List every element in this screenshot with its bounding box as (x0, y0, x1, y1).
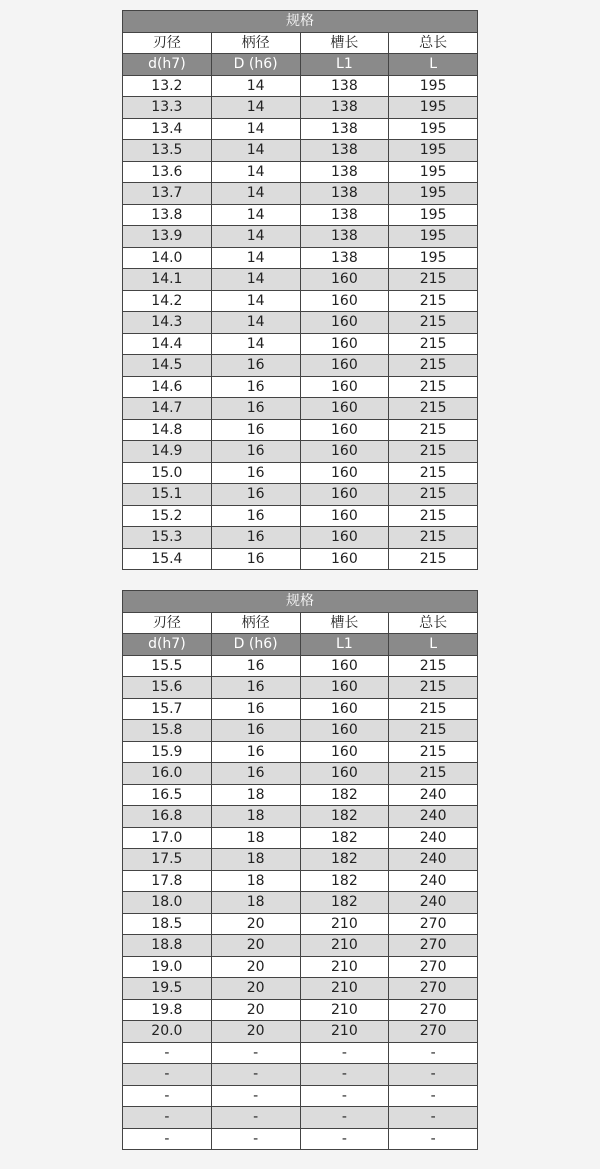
table-row (123, 935, 478, 957)
table-row (123, 118, 478, 140)
shank-diameter-cell: 20 (211, 999, 300, 1021)
overall-length-cell: - (389, 1064, 478, 1086)
flute-length-cell: 160 (300, 698, 389, 720)
blade-diameter-cell: 14.3 (123, 312, 212, 334)
overall-length-cell: 215 (389, 548, 478, 570)
blade-diameter-cell: - (123, 1064, 212, 1086)
table-row (123, 999, 478, 1021)
shank-diameter-cell: 18 (211, 870, 300, 892)
table-body (123, 75, 478, 570)
table-body (123, 655, 478, 1150)
header-code-L: L (389, 634, 478, 656)
flute-length-cell: 160 (300, 333, 389, 355)
blade-diameter-cell: 15.7 (123, 698, 212, 720)
table-row (123, 806, 478, 828)
overall-length-cell: 215 (389, 527, 478, 549)
shank-diameter-cell: 16 (211, 655, 300, 677)
flute-length-cell: 138 (300, 97, 389, 119)
blade-diameter-cell: - (123, 1042, 212, 1064)
table-row (123, 290, 478, 312)
table-row (123, 183, 478, 205)
table-row (123, 1128, 478, 1150)
blade-diameter-cell: 17.0 (123, 827, 212, 849)
header-blade-diameter: 刃径 (123, 32, 212, 54)
blade-diameter-cell: 14.4 (123, 333, 212, 355)
spec-table-1 (122, 10, 478, 570)
blade-diameter-cell: 17.8 (123, 870, 212, 892)
flute-length-cell: 138 (300, 204, 389, 226)
table-row (123, 333, 478, 355)
blade-diameter-cell: 15.9 (123, 741, 212, 763)
blade-diameter-cell: 19.0 (123, 956, 212, 978)
shank-diameter-cell: - (211, 1128, 300, 1150)
flute-length-cell: 160 (300, 548, 389, 570)
overall-length-cell: 215 (389, 333, 478, 355)
flute-length-cell: 160 (300, 355, 389, 377)
overall-length-cell: - (389, 1042, 478, 1064)
shank-diameter-cell: 14 (211, 226, 300, 248)
shank-diameter-cell: 20 (211, 935, 300, 957)
table-row (123, 1064, 478, 1086)
table-row (123, 376, 478, 398)
table-row (123, 784, 478, 806)
flute-length-cell: 160 (300, 290, 389, 312)
overall-length-cell: 270 (389, 999, 478, 1021)
overall-length-cell: 270 (389, 978, 478, 1000)
blade-diameter-cell: 15.8 (123, 720, 212, 742)
table-row (123, 441, 478, 463)
table-row (123, 870, 478, 892)
shank-diameter-cell: 20 (211, 978, 300, 1000)
overall-length-cell: 195 (389, 161, 478, 183)
blade-diameter-cell: 14.5 (123, 355, 212, 377)
table-row (123, 269, 478, 291)
shank-diameter-cell: 16 (211, 484, 300, 506)
shank-diameter-cell: 18 (211, 892, 300, 914)
blade-diameter-cell: - (123, 1085, 212, 1107)
blade-diameter-cell: 16.5 (123, 784, 212, 806)
blade-diameter-cell: 15.2 (123, 505, 212, 527)
overall-length-cell: - (389, 1085, 478, 1107)
shank-diameter-cell: 20 (211, 956, 300, 978)
header-overall-length: 总长 (389, 612, 478, 634)
blade-diameter-cell: 14.1 (123, 269, 212, 291)
blade-diameter-cell: 15.1 (123, 484, 212, 506)
flute-length-cell: 182 (300, 806, 389, 828)
overall-length-cell: 215 (389, 741, 478, 763)
table-row (123, 419, 478, 441)
table-title: 规格 (123, 591, 478, 613)
shank-diameter-cell: 14 (211, 75, 300, 97)
shank-diameter-cell: 16 (211, 698, 300, 720)
shank-diameter-cell: 16 (211, 527, 300, 549)
blade-diameter-cell: 14.6 (123, 376, 212, 398)
shank-diameter-cell: 14 (211, 333, 300, 355)
shank-diameter-cell: 16 (211, 355, 300, 377)
table-row (123, 1042, 478, 1064)
overall-length-cell: 195 (389, 140, 478, 162)
table-row (123, 698, 478, 720)
flute-length-cell: 182 (300, 870, 389, 892)
table-row (123, 484, 478, 506)
blade-diameter-cell: 13.2 (123, 75, 212, 97)
flute-length-cell: - (300, 1064, 389, 1086)
blade-diameter-cell: 19.5 (123, 978, 212, 1000)
overall-length-cell: 215 (389, 462, 478, 484)
blade-diameter-cell: 13.5 (123, 140, 212, 162)
overall-length-cell: 195 (389, 226, 478, 248)
flute-length-cell: 160 (300, 741, 389, 763)
flute-length-cell: 138 (300, 183, 389, 205)
shank-diameter-cell: 16 (211, 763, 300, 785)
table-row (123, 892, 478, 914)
table-row (123, 247, 478, 269)
overall-length-cell: 215 (389, 484, 478, 506)
blade-diameter-cell: 14.9 (123, 441, 212, 463)
flute-length-cell: 182 (300, 784, 389, 806)
overall-length-cell: 215 (389, 677, 478, 699)
blade-diameter-cell: 20.0 (123, 1021, 212, 1043)
header-code-L1: L1 (300, 634, 389, 656)
overall-length-cell: 215 (389, 269, 478, 291)
flute-length-cell: 210 (300, 956, 389, 978)
table-row (123, 97, 478, 119)
shank-diameter-cell: 16 (211, 419, 300, 441)
shank-diameter-cell: 16 (211, 462, 300, 484)
table-row (123, 655, 478, 677)
shank-diameter-cell: 14 (211, 183, 300, 205)
header-code-D: D (h6) (211, 634, 300, 656)
table-title: 规格 (123, 11, 478, 33)
flute-length-cell: 160 (300, 312, 389, 334)
flute-length-cell: 138 (300, 75, 389, 97)
flute-length-cell: 182 (300, 827, 389, 849)
flute-length-cell: 138 (300, 140, 389, 162)
shank-diameter-cell: 16 (211, 548, 300, 570)
blade-diameter-cell: 18.0 (123, 892, 212, 914)
flute-length-cell: 138 (300, 247, 389, 269)
overall-length-cell: 240 (389, 892, 478, 914)
overall-length-cell: 270 (389, 913, 478, 935)
table-row (123, 505, 478, 527)
shank-diameter-cell: 14 (211, 140, 300, 162)
shank-diameter-cell: 16 (211, 741, 300, 763)
overall-length-cell: 240 (389, 849, 478, 871)
shank-diameter-cell: 16 (211, 677, 300, 699)
blade-diameter-cell: 15.3 (123, 527, 212, 549)
overall-length-cell: 215 (389, 376, 478, 398)
shank-diameter-cell: 16 (211, 376, 300, 398)
table-row (123, 161, 478, 183)
blade-diameter-cell: 18.8 (123, 935, 212, 957)
shank-diameter-cell: 14 (211, 312, 300, 334)
flute-length-cell: 182 (300, 892, 389, 914)
blade-diameter-cell: 18.5 (123, 913, 212, 935)
overall-length-cell: 195 (389, 118, 478, 140)
shank-diameter-cell: 16 (211, 505, 300, 527)
table-row (123, 1107, 478, 1129)
overall-length-cell: 215 (389, 355, 478, 377)
blade-diameter-cell: 13.7 (123, 183, 212, 205)
shank-diameter-cell: - (211, 1064, 300, 1086)
table-row (123, 312, 478, 334)
flute-length-cell: - (300, 1107, 389, 1129)
table-row (123, 720, 478, 742)
overall-length-cell: 215 (389, 441, 478, 463)
shank-diameter-cell: 18 (211, 806, 300, 828)
blade-diameter-cell: 14.8 (123, 419, 212, 441)
shank-diameter-cell: 14 (211, 269, 300, 291)
blade-diameter-cell: - (123, 1128, 212, 1150)
overall-length-cell: 240 (389, 784, 478, 806)
header-code-d: d(h7) (123, 54, 212, 76)
flute-length-cell: 210 (300, 935, 389, 957)
flute-length-cell: 160 (300, 763, 389, 785)
table-row (123, 978, 478, 1000)
shank-diameter-cell: - (211, 1085, 300, 1107)
flute-length-cell: 138 (300, 226, 389, 248)
overall-length-cell: 215 (389, 312, 478, 334)
overall-length-cell: 215 (389, 419, 478, 441)
table-row (123, 204, 478, 226)
flute-length-cell: 138 (300, 118, 389, 140)
header-shank-diameter: 柄径 (211, 32, 300, 54)
overall-length-cell: 240 (389, 827, 478, 849)
overall-length-cell: 215 (389, 763, 478, 785)
shank-diameter-cell: 20 (211, 1021, 300, 1043)
flute-length-cell: 210 (300, 913, 389, 935)
table-row (123, 913, 478, 935)
table-row (123, 849, 478, 871)
overall-length-cell: 270 (389, 935, 478, 957)
table-row (123, 226, 478, 248)
shank-diameter-cell: - (211, 1042, 300, 1064)
overall-length-cell: - (389, 1107, 478, 1129)
flute-length-cell: - (300, 1042, 389, 1064)
table-row (123, 398, 478, 420)
header-code-L: L (389, 54, 478, 76)
shank-diameter-cell: 16 (211, 720, 300, 742)
blade-diameter-cell: 14.0 (123, 247, 212, 269)
table-row (123, 763, 478, 785)
table-row (123, 956, 478, 978)
blade-diameter-cell: 19.8 (123, 999, 212, 1021)
blade-diameter-cell: 17.5 (123, 849, 212, 871)
flute-length-cell: 210 (300, 978, 389, 1000)
flute-length-cell: 210 (300, 1021, 389, 1043)
flute-length-cell: - (300, 1128, 389, 1150)
blade-diameter-cell: 15.6 (123, 677, 212, 699)
header-overall-length: 总长 (389, 32, 478, 54)
flute-length-cell: 160 (300, 398, 389, 420)
shank-diameter-cell: 18 (211, 827, 300, 849)
overall-length-cell: 195 (389, 204, 478, 226)
flute-length-cell: 160 (300, 269, 389, 291)
shank-diameter-cell: 18 (211, 784, 300, 806)
shank-diameter-cell: 14 (211, 204, 300, 226)
blade-diameter-cell: - (123, 1107, 212, 1129)
overall-length-cell: 270 (389, 956, 478, 978)
flute-length-cell: 160 (300, 484, 389, 506)
overall-length-cell: 240 (389, 806, 478, 828)
overall-length-cell: 215 (389, 655, 478, 677)
blade-diameter-cell: 13.8 (123, 204, 212, 226)
overall-length-cell: 270 (389, 1021, 478, 1043)
shank-diameter-cell: 16 (211, 441, 300, 463)
blade-diameter-cell: 13.3 (123, 97, 212, 119)
table-row (123, 548, 478, 570)
header-blade-diameter: 刃径 (123, 612, 212, 634)
blade-diameter-cell: 14.2 (123, 290, 212, 312)
table-row (123, 1021, 478, 1043)
table-row (123, 75, 478, 97)
flute-length-cell: 160 (300, 720, 389, 742)
blade-diameter-cell: 15.5 (123, 655, 212, 677)
blade-diameter-cell: 13.9 (123, 226, 212, 248)
shank-diameter-cell: - (211, 1107, 300, 1129)
overall-length-cell: 215 (389, 505, 478, 527)
overall-length-cell: 215 (389, 698, 478, 720)
flute-length-cell: 160 (300, 419, 389, 441)
overall-length-cell: 215 (389, 398, 478, 420)
table-row (123, 677, 478, 699)
header-shank-diameter: 柄径 (211, 612, 300, 634)
overall-length-cell: 195 (389, 247, 478, 269)
shank-diameter-cell: 14 (211, 161, 300, 183)
overall-length-cell: 195 (389, 183, 478, 205)
shank-diameter-cell: 14 (211, 247, 300, 269)
overall-length-cell: 215 (389, 290, 478, 312)
table-row (123, 527, 478, 549)
flute-length-cell: 182 (300, 849, 389, 871)
table-row (123, 827, 478, 849)
table-row (123, 462, 478, 484)
header-code-d: d(h7) (123, 634, 212, 656)
header-code-L1: L1 (300, 54, 389, 76)
blade-diameter-cell: 16.8 (123, 806, 212, 828)
flute-length-cell: 210 (300, 999, 389, 1021)
header-flute-length: 槽长 (300, 612, 389, 634)
overall-length-cell: - (389, 1128, 478, 1150)
table-row (123, 140, 478, 162)
blade-diameter-cell: 15.4 (123, 548, 212, 570)
shank-diameter-cell: 16 (211, 398, 300, 420)
shank-diameter-cell: 20 (211, 913, 300, 935)
header-code-D: D (h6) (211, 54, 300, 76)
overall-length-cell: 195 (389, 75, 478, 97)
blade-diameter-cell: 13.4 (123, 118, 212, 140)
spec-table-2 (122, 590, 478, 1150)
flute-length-cell: 160 (300, 376, 389, 398)
shank-diameter-cell: 14 (211, 290, 300, 312)
shank-diameter-cell: 18 (211, 849, 300, 871)
flute-length-cell: 138 (300, 161, 389, 183)
table-row (123, 1085, 478, 1107)
table-row (123, 741, 478, 763)
flute-length-cell: 160 (300, 655, 389, 677)
blade-diameter-cell: 13.6 (123, 161, 212, 183)
overall-length-cell: 240 (389, 870, 478, 892)
flute-length-cell: 160 (300, 441, 389, 463)
flute-length-cell: 160 (300, 677, 389, 699)
blade-diameter-cell: 15.0 (123, 462, 212, 484)
overall-length-cell: 195 (389, 97, 478, 119)
flute-length-cell: 160 (300, 527, 389, 549)
header-flute-length: 槽长 (300, 32, 389, 54)
table-row (123, 355, 478, 377)
blade-diameter-cell: 16.0 (123, 763, 212, 785)
flute-length-cell: 160 (300, 462, 389, 484)
shank-diameter-cell: 14 (211, 97, 300, 119)
blade-diameter-cell: 14.7 (123, 398, 212, 420)
shank-diameter-cell: 14 (211, 118, 300, 140)
flute-length-cell: - (300, 1085, 389, 1107)
overall-length-cell: 215 (389, 720, 478, 742)
flute-length-cell: 160 (300, 505, 389, 527)
